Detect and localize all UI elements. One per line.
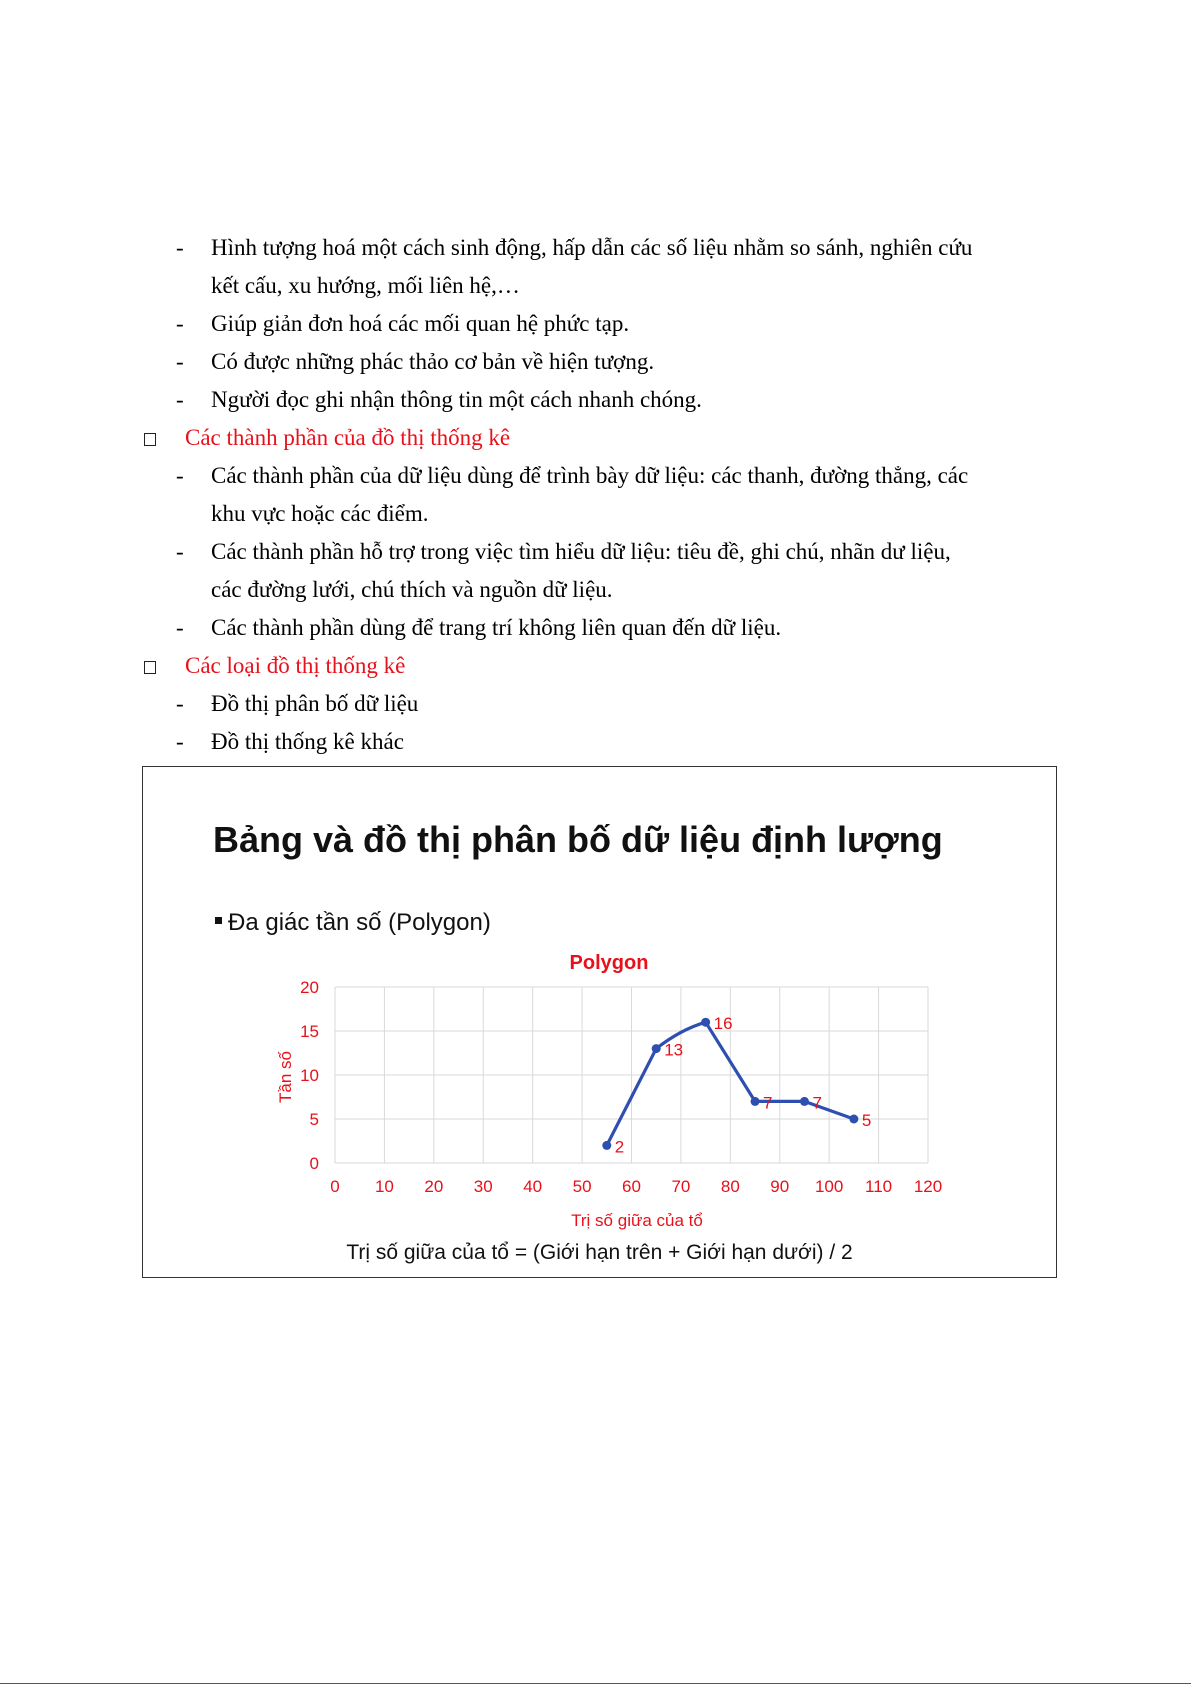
y-axis-label: Tần số — [276, 1051, 295, 1103]
bullet-text: Người đọc ghi nhận thông tin một cách nhanh chóng. — [211, 387, 702, 412]
data-point — [751, 1097, 760, 1106]
y-tick-label: 0 — [309, 1154, 319, 1173]
chart-grid — [335, 987, 928, 1163]
data-point — [701, 1018, 710, 1027]
bullet-dash: - — [176, 311, 184, 336]
x-tick-label: 20 — [424, 1177, 444, 1196]
x-tick-label: 60 — [622, 1177, 641, 1196]
y-tick-label: 5 — [309, 1110, 319, 1129]
bullet-dash: - — [176, 615, 184, 640]
slide-figure — [142, 766, 1057, 1278]
y-tick-label: 10 — [300, 1066, 319, 1085]
x-tick-label: 100 — [814, 1177, 844, 1196]
slide-title: Bảng và đồ thị phân bố dữ liệu định lượng — [213, 819, 943, 860]
section-heading: Các loại đồ thị thống kê — [185, 653, 406, 678]
x-tick-label: 10 — [374, 1177, 394, 1196]
data-point — [849, 1115, 858, 1124]
data-label: 7 — [763, 1093, 773, 1113]
x-tick-label: 80 — [720, 1177, 740, 1196]
footer-rule — [0, 1683, 1191, 1684]
x-tick-label: 90 — [770, 1177, 790, 1196]
checkbox-square-icon — [144, 433, 156, 446]
bullet-dash: - — [176, 387, 184, 412]
x-axis-label: Trị số giữa của tổ — [571, 1211, 703, 1230]
y-tick-label: 15 — [300, 1022, 319, 1041]
x-tick-label: 30 — [473, 1177, 493, 1196]
bullet-dash: - — [176, 729, 184, 754]
bullet-text: các đường lưới, chú thích và nguồn dữ liệu. — [211, 577, 613, 602]
data-point — [800, 1097, 809, 1106]
chart-series — [602, 1014, 871, 1156]
bullet-text: Đồ thị phân bố dữ liệu — [211, 691, 419, 716]
data-label: 2 — [614, 1137, 625, 1157]
data-point — [652, 1044, 661, 1053]
data-point — [602, 1141, 611, 1150]
bullet-text: Các thành phần hỗ trợ trong việc tìm hiểu dữ liệu: tiêu đề, ghi chú, nhãn dư liệu, — [211, 539, 951, 564]
chart-title: Polygon — [569, 952, 649, 974]
bullet-dash: - — [176, 539, 184, 564]
polygon-chart — [143, 767, 1055, 1276]
bullet-text: Có được những phác thảo cơ bản về hiện tượng. — [211, 349, 655, 374]
bullet-text: Hình tượng hoá một cách sinh động, hấp dẫn các số liệu nhằm so sánh, nghiên cứu — [211, 235, 973, 260]
bullet-text: Các thành phần dùng để trang trí không liên quan đến dữ liệu. — [211, 615, 782, 640]
data-label: 7 — [812, 1093, 822, 1113]
bullet-text: Giúp giản đơn hoá các mối quan hệ phức tạp. — [211, 311, 630, 336]
x-tick-label: 40 — [523, 1177, 543, 1196]
bullet-dash: - — [176, 691, 184, 716]
bullet-dash: - — [176, 463, 184, 488]
bullet-text: khu vực hoặc các điểm. — [211, 501, 429, 526]
x-tick-label: 70 — [671, 1177, 691, 1196]
data-label: 13 — [664, 1040, 684, 1060]
section-heading: Các thành phần của đồ thị thống kê — [185, 425, 511, 450]
x-tick-label: 120 — [913, 1177, 943, 1196]
y-tick-label: 20 — [300, 978, 319, 997]
bullet-text: kết cấu, xu hướng, mối liên hệ,… — [211, 273, 520, 298]
checkbox-square-icon — [144, 661, 156, 674]
slide-note: Trị số giữa của tổ = (Giới hạn trên + Giới hạn dưới) / 2 — [346, 1241, 853, 1264]
x-tick-label: 0 — [330, 1177, 340, 1196]
data-label: 5 — [861, 1111, 872, 1130]
data-label: 16 — [713, 1014, 733, 1034]
bullet-dash: - — [176, 235, 184, 260]
bullet-text: Đồ thị thống kê khác — [211, 729, 404, 754]
x-tick-label: 50 — [572, 1177, 592, 1196]
bullet-dash: - — [176, 349, 184, 374]
x-tick-label: 110 — [865, 1177, 893, 1196]
bullet-text: Các thành phần của dữ liệu dùng để trình bày dữ liệu: các thanh, đường thẳng, các — [211, 463, 969, 488]
slide-bullet-text: Đa giác tần số (Polygon) — [228, 909, 491, 936]
